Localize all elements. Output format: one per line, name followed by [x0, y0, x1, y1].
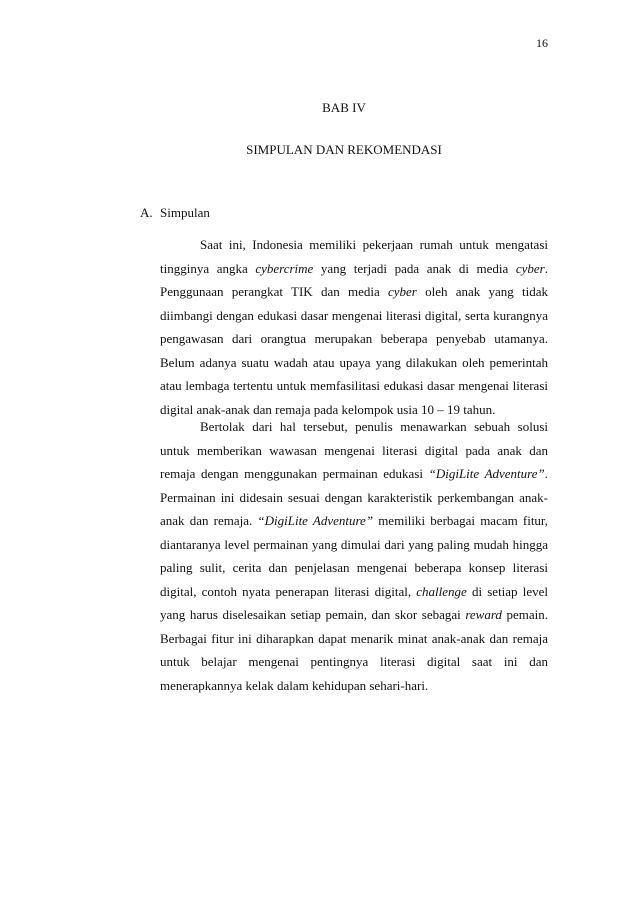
text-run: Saat ini, Indonesia memiliki pekerjaan rumah untuk mengatasi tingginya angka [160, 237, 548, 276]
italic-term: “DigiLite Adventure” [257, 513, 374, 528]
italic-term: cyber [387, 284, 417, 299]
paragraph-simpulan-2 [160, 415, 548, 697]
text-run: . Penggunaan perangkat TIK dan media [160, 260, 548, 299]
chapter-label: BAB IV [322, 100, 366, 115]
italic-term: reward [465, 607, 502, 622]
text-run: . Permainan ini didesain sesuai dengan karakteristik perkembangan anak-anak dan remaja. [160, 466, 548, 528]
italic-term: cyber [515, 260, 545, 276]
text-run: memiliki berbagai macam fitur, diantaranya level permainan yang dimulai dari yang paling mudah hingga paling sulit, cerita dan penjelasan mengenai beberapa konsep literasi digital, contoh nyata penerapan literasi digital, [160, 513, 548, 599]
text-run: Bertolak dari hal tersebut, penulis menawarkan sebuah solusi untuk memberikan wawasan mengenai literasi digital pada anak dan remaja dengan menggunakan permainan edukasi [160, 419, 548, 481]
text-run: yang terjadi pada anak di media [313, 260, 516, 276]
section-heading [140, 205, 210, 221]
paragraph-simpulan-1 [160, 233, 548, 421]
section-title: Simpulan [160, 205, 210, 220]
text-run: di setiap level yang harus diselesaikan setiap pemain, dan skor sebagai [160, 583, 548, 622]
text-run: oleh anak yang tidak diimbangi dengan edukasi dasar mengenai literasi digital, serta kurangnya pengawasan dari orangtua merupakan beberapa penyebab utamanya. Belum adanya suatu wadah atau upaya yang dilakukan oleh pemerintah atau lembaga tertentu untuk memfasilitasi edukasi dasar mengenai literasi digital anak-anak dan remaja pada kelompok usia 10 – 19 tahun. [160, 284, 549, 417]
italic-term: cybercrime [255, 260, 314, 276]
italic-term: challenge [416, 583, 467, 599]
text-run: pemain. Berbagai fitur ini diharapkan dapat menarik minat anak-anak dan remaja untuk belajar mengenai pentingnya literasi digital saat ini dan menerapkannya kelak dalam kehidupan sehari-hari. [160, 607, 548, 693]
page-number: 16 [536, 36, 548, 50]
section-letter: A. [140, 205, 153, 220]
italic-term: “DigiLite Adventure” [428, 466, 545, 481]
chapter-title: SIMPULAN DAN REKOMENDASI [246, 142, 442, 157]
